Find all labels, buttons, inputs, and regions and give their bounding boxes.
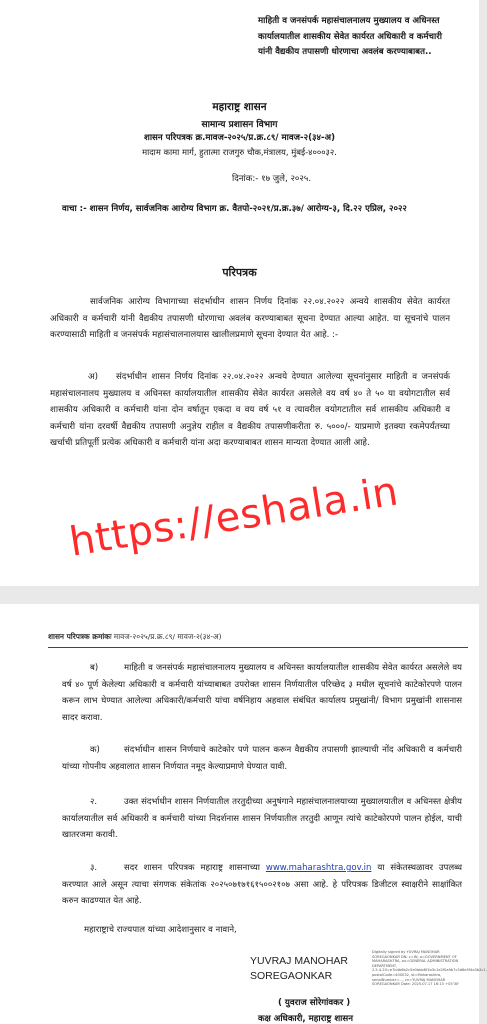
document-title: परिपत्रक [222, 266, 257, 279]
page-header [48, 632, 222, 642]
paragraph-a-marker: अ) [88, 372, 98, 382]
paragraph-b [62, 660, 462, 726]
paragraph-3 [62, 860, 462, 910]
paragraph-b-marker: ब) [90, 663, 99, 673]
paragraph-a-text: संदर्भाधीन शासन निर्णय दिनांक २२.०४.२०२२ अन्वये देण्यात आलेल्या सूचनांनुसार माहिती व जनसंपर्क महासंचालनालय मुख्यालय व अधिनस्त कार्यालयातील शासकीय सेवेत कार्यरत असलेले वय वर्ष ४० ते ५० या वयोगटातील सर्व शासकीय अधिकारी व कर्मचारी यांना दोन वर्षातून एकदा व वय वर्ष ५१ व त्यावरील वयोगटातील सर्व शासकीय अधिकारी व कर्मचारी यांना दरवर्षी वैद्यकीय तपासणी अनुज्ञेय राहील व वैद्यकीय तपासणीकरीता रु. ५०००/- याप्रमाणे इतक्या रकमेपर्यंतच्या खर्चाची प्रतिपूर्ती प्रत्येक अधिकारी व कर्मचारी यांना अदा करण्याबाबत शासन मान्यता देण्यात आली आहे. [50, 372, 450, 448]
department-heading: सामान्य प्रशासन विभाग [201, 120, 278, 130]
circular-date: दिनांक:- १७ जुले, २०२५. [232, 174, 312, 184]
header-divider [48, 647, 468, 648]
signer-name [250, 954, 348, 984]
paragraph-3-text-end: या संकेतस्थळावर उपलब्ध करण्यात आले असून त्याचा संगणक संकेतांक २०२५०७१७१६१५००२१०७ असा आहे. हे परिपत्रक डिजीटल स्वाक्षरीने साक्षांकित करुन काढण्यात येत आहे. [62, 863, 462, 906]
page-header-label: शासन परिपत्रक क्रमांकः [48, 632, 112, 641]
signer-name-line-1: YUVRAJ MANOHAR [250, 955, 349, 967]
watermark-text: https://eshala.in [66, 468, 402, 566]
page-header-value: मावज-२०२५/प्र.क्र.८९/ मावज-२(३४-अ) [111, 632, 222, 641]
website-link[interactable]: www.maharashtra.gov.in [265, 863, 372, 873]
circular-number: शासन परिपत्रक क्र.मावज-२०२५/प्र.क्र.८९/ मावज-२(३४-अ) [143, 133, 335, 143]
paragraph-3-marker: ३. [90, 863, 98, 873]
document-page-2 [0, 604, 487, 1024]
official-name: ( युवराज सोरेगांवकर ) [278, 998, 351, 1008]
paragraph-2-text: उक्त संदर्भाधीन शासन निर्णयातील तरतुदीच्या अनुषंगाने महासंचालनालयाच्या मुख्यालयातील व अधिनस्त क्षेत्रीय कार्यालयातील सर्व अधिकारी व कर्मचारी यांच्या निदर्शनास शासन निर्णयातील तरतुदी आणून त्यांचे काटेकोरपणे पालन होईल, याची खातरजमा करावी. [62, 797, 462, 840]
paragraph-b-text: माहिती व जनसंपर्क महासंचालनालय मुख्यालय व अधिनस्त कार्यालयातील शासकीय सेवेत कार्यरत असलेले वय वर्ष ४० पूर्ण केलेल्या अधिकारी व कर्मचारी यांच्याबाबत उपरोक्त शासन निर्णयातील परिच्छेद ३ मधील सूचनांचे काटेकोरपणे पालन करून लाभ घेण्यात आलेल्या अधिकारी/कर्मचारी यांचा वर्षनिहाय अहवाल संबंधित कार्यालय प्रमुखांनी/ विभाग प्रमुखांनी शासनास सादर करावा. [62, 663, 462, 723]
government-heading: महाराष्ट्र शासन [212, 101, 267, 113]
paragraph-k-text: संदर्भाधीन शासन निर्णयाचे काटेकोर पणे पालन करून वैद्यकीय तपासणी झाल्याची नोंद अधिकारी व कर्मचारी यांच्या गोपनीय अहवालात शासन निर्णयात नमूद केल्याप्रमाणे घेण्यात यावी. [62, 745, 462, 772]
official-designation: कक्ष अधिकारी, महाराष्ट्र शासन [258, 1014, 353, 1024]
intro-paragraph: सार्वजनिक आरोग्य विभागाच्या संदर्भाधीन शासन निर्णय दिनांक २२.०४.२०२२ अन्वये शासकीय सेवेत कार्यरत अधिकारी व कर्मचारी यांनी वैद्यकीय तपासणी धोरणाचा अवलंब करण्याबाबत सूचना देण्यात आल्या आहेत. या सूचनांचे पालन करण्यासाठी माहिती व जनसंपर्क महासंचालनालयास खालीलप्रमाणे सूचना देण्यात येत आहे. :- [50, 297, 450, 340]
subject-text: माहिती व जनसंपर्क महासंचालनालय मुख्यालय व अधिनस्त कार्यालयातील शासकीय सेवेत कार्यरत अधिकारी व कर्मचारी यांनी वैद्यकीय तपासणी धोरणाचा अवलंब करण्याबाबत.. [258, 16, 442, 57]
signer-name-line-2: SOREGAONKAR [250, 970, 333, 982]
paragraph-k-marker: क) [90, 745, 100, 755]
paragraph-k [62, 742, 462, 775]
paragraph-2-marker: २. [90, 797, 98, 807]
digital-signature-details: Digitally signed by YUVRAJ MANOHAR SOREGAONKAR DN: c=IN, o=GOVERNMENT OF MAHARASHTRA, ou=GENERAL ADMINISTRATION DEPARTMENT, 2.5.4.20=e7b4b6b2c5e0bbb8f1b3c1e2f0a9b7c3d6e5f4a3b2c1, postalCode=400032, st=Maharashtra, serialNumber=..., cn=YUVRAJ MANOHAR SOREGAONKAR Date: 2025.07.17 16:15 +05'30' [372, 950, 487, 987]
paragraph-3-text-start: सदर शासन परिपत्रक महाराष्ट्र शासनाच्या [124, 863, 266, 873]
paragraph-2 [62, 794, 462, 844]
reference-text: वाचा :- शासन निर्णय, सार्वजनिक आरोग्य विभाग क्र. वैतपो-२०२१/प्र.क्र.३७/ आरोग्य-३, दि.२२ एप्रिल, २०२२ [62, 204, 407, 214]
closing-line: महाराष्ट्राचे राज्यपाल यांच्या आदेशानुसार व नावाने, [84, 925, 237, 935]
office-address: मादाम कामा मार्ग, हुतात्मा राजगुरु चौक,मंत्रालय, मुंबई-४०००३२. [142, 147, 337, 157]
paragraph-a [50, 369, 450, 452]
